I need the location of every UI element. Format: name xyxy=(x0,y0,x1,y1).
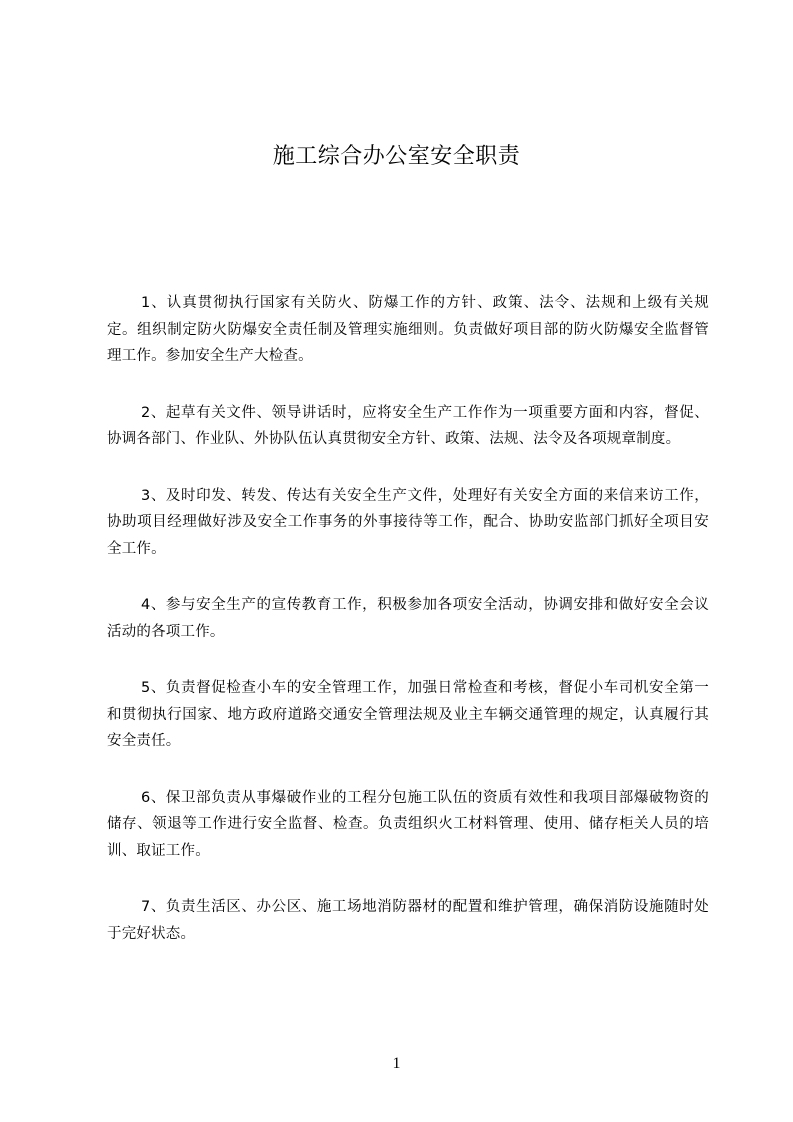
paragraph-7: 7、负责生活区、办公区、施工场地消防器材的配置和维护管理，确保消防设施随时处于完好状态。 xyxy=(107,899,709,942)
paragraph-1: 1、认真贯彻执行国家有关防火、防爆工作的方针、政策、法令、法规和上级有关规定。组织制定防火防爆安全责任制及管理实施细则。负责做好项目部的防火防爆安全监督管理工作。参加安全生产大检查。 xyxy=(107,295,709,364)
paragraph-2: 2、起草有关文件、领导讲话时，应将安全生产工作作为一项重要方面和内容，督促、协调各部门、作业队、外协队伍认真贯彻安全方针、政策、法规、法令及各项规章制度。 xyxy=(107,404,709,447)
paragraph-5: 5、负责督促检查小车的安全管理工作，加强日常检查和考核，督促小车司机安全第一和贯彻执行国家、地方政府道路交通安全管理法规及业主车辆交通管理的规定，认真履行其安全责任。 xyxy=(107,680,709,749)
paragraph-6: 6、保卫部负责从事爆破作业的工程分包施工队伍的资质有效性和我项目部爆破物资的储存、领退等工作进行安全监督、检查。负责组织火工材料管理、使用、储存柜关人员的培训、取证工作。 xyxy=(107,789,709,859)
paragraph-4: 4、参与安全生产的宣传教育工作，积极参加各项安全活动，协调安排和做好安全会议活动的各项工作。 xyxy=(107,597,709,640)
page-number: 1 xyxy=(392,1055,401,1072)
document-body xyxy=(107,290,709,977)
page-title: 施工综合办公室安全职责 xyxy=(272,144,521,169)
paragraph-3: 3、及时印发、转发、传达有关安全生产文件，处理好有关安全方面的来信来访工作，协助项目经理做好涉及安全工作事务的外事接待等工作，配合、协助安监部门抓好全项目安全工作。 xyxy=(107,487,709,557)
